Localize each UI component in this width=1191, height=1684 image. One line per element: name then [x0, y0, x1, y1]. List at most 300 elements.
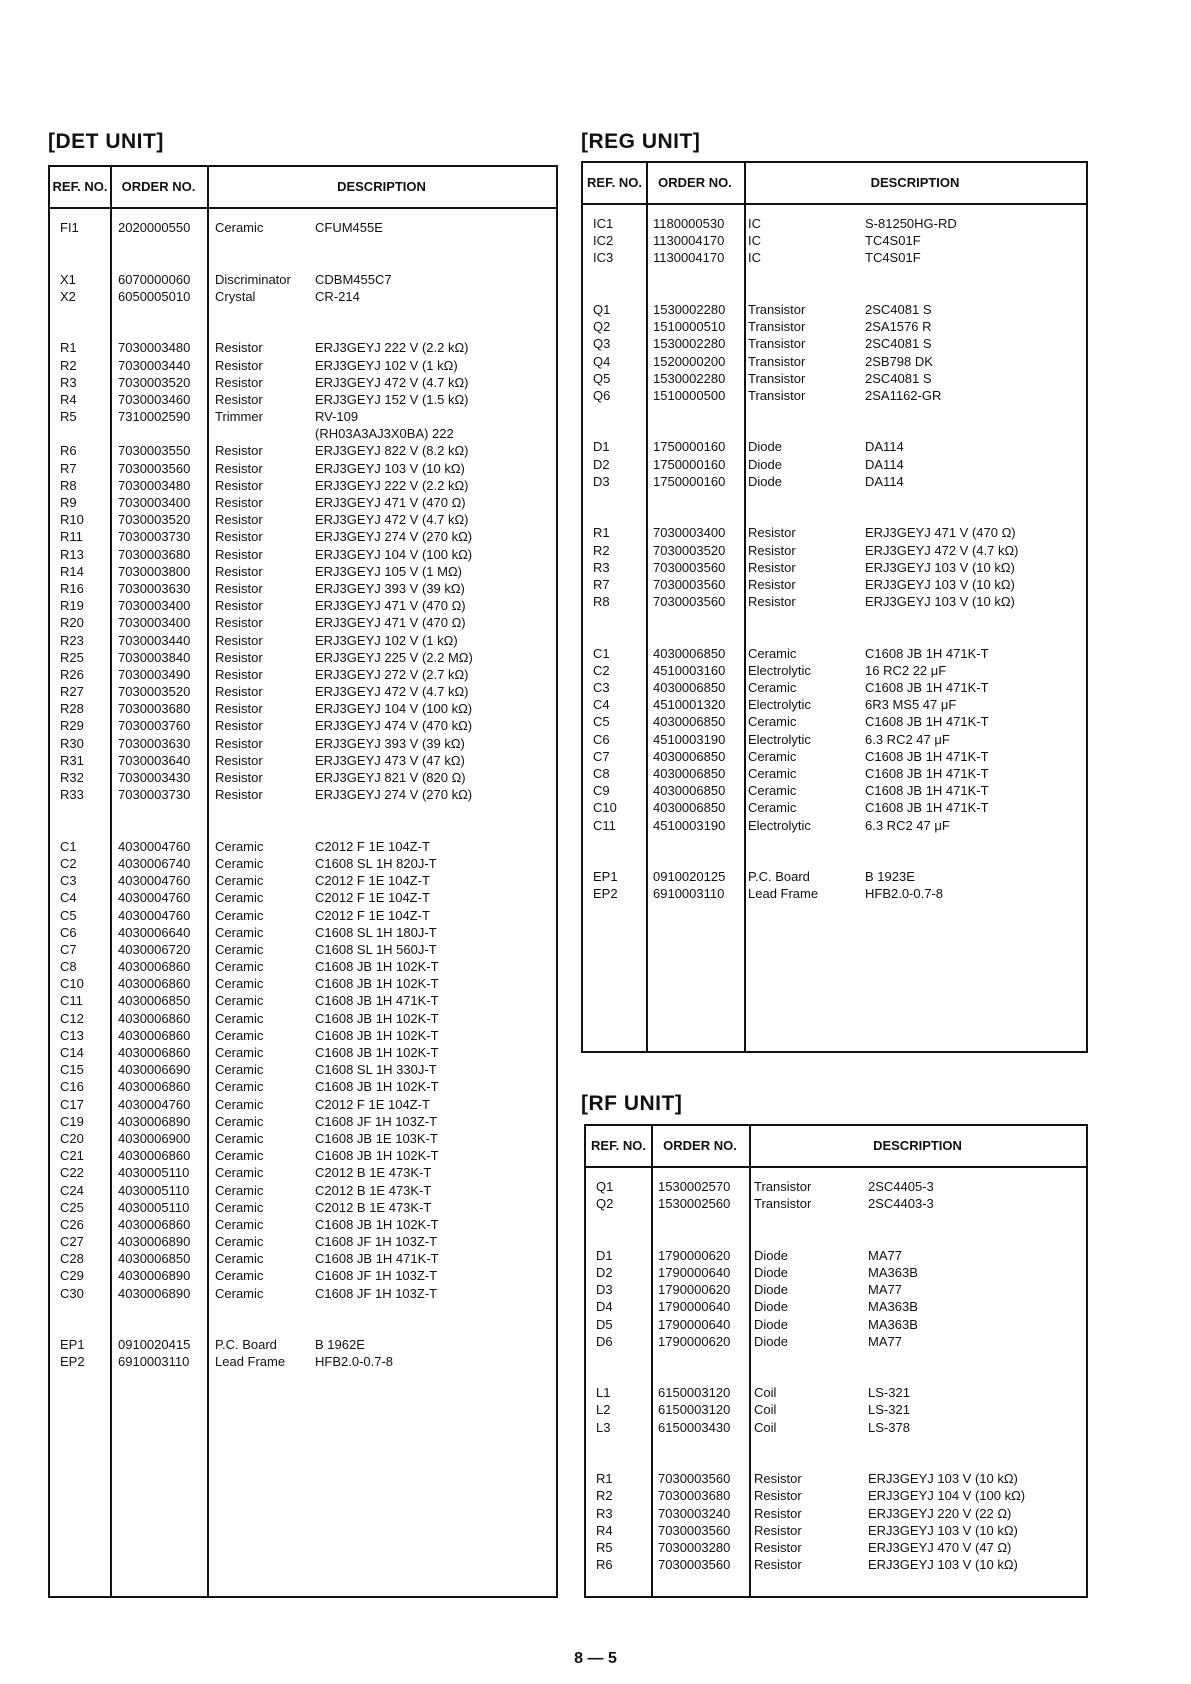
cell-value: ERJ3GEYJ 471 V (470 Ω)	[865, 525, 1016, 541]
cell-order: 4030006860	[118, 959, 191, 975]
cell-order: 7030003550	[118, 443, 191, 459]
table-row	[50, 769, 556, 786]
table-row	[50, 477, 556, 494]
table-row	[583, 542, 1086, 559]
table-row	[50, 889, 556, 906]
table-row	[50, 322, 556, 339]
cell-value: 2SC4081 S	[865, 370, 932, 386]
cell-type: Coil	[754, 1385, 777, 1401]
cell-order: 4030006890	[118, 1285, 191, 1301]
det-header-desc: DESCRIPTION	[337, 179, 426, 194]
cell-ref: C9	[593, 783, 610, 799]
cell-order: 7030003400	[118, 615, 191, 631]
table-row	[50, 838, 556, 855]
cell-type: Resistor	[754, 1488, 802, 1504]
cell-value: C2012 F 1E 104Z-T	[315, 890, 430, 906]
cell-type: Resistor	[215, 580, 263, 596]
cell-ref: R14	[60, 563, 84, 579]
cell-ref: D6	[596, 1333, 613, 1349]
cell-type: Ceramic	[215, 1027, 264, 1043]
reg-header-ref: REF. NO.	[587, 175, 642, 190]
cell-value: ERJ3GEYJ 473 V (47 kΩ)	[315, 752, 465, 768]
cell-order: 4030006860	[118, 1027, 191, 1043]
cell-value: C1608 JF 1H 103Z-T	[315, 1113, 438, 1129]
cell-ref: R6	[596, 1557, 613, 1573]
rf-header-ref: REF. NO.	[591, 1138, 646, 1153]
cell-value: ERJ3GEYJ 222 V (2.2 kΩ)	[315, 477, 469, 493]
table-row	[583, 559, 1086, 576]
cell-ref: Q1	[596, 1179, 614, 1194]
cell-ref: C19	[60, 1113, 84, 1129]
cell-value: C1608 JB 1H 471K-T	[315, 993, 439, 1009]
table-row	[586, 1539, 1086, 1556]
table-row	[586, 1195, 1086, 1212]
cell-type: Diode	[748, 439, 782, 455]
cell-type: Resistor	[748, 542, 796, 558]
cell-order: 7310002590	[118, 409, 191, 425]
cell-ref: C30	[60, 1285, 84, 1301]
cell-type: Diode	[754, 1333, 788, 1349]
cell-order: 4030006720	[118, 941, 191, 957]
table-row	[50, 1044, 556, 1061]
table-row	[50, 1061, 556, 1078]
cell-value: ERJ3GEYJ 472 V (4.7 kΩ)	[315, 374, 469, 390]
cell-ref: R25	[60, 649, 84, 665]
cell-value: C1608 JB 1H 471K-T	[865, 766, 989, 781]
cell-value: LS-321	[868, 1385, 910, 1401]
table-row	[583, 817, 1086, 834]
cell-order: 7030003730	[118, 529, 191, 545]
cell-type: Resistor	[215, 770, 263, 785]
cell-order: 7030003280	[658, 1539, 731, 1555]
cell-ref: C5	[60, 907, 77, 923]
table-row	[50, 1010, 556, 1027]
rf-table-header	[586, 1126, 1086, 1168]
cell-type: Ceramic	[748, 748, 797, 764]
cell-order: 1180000530	[653, 216, 725, 231]
cell-ref: C4	[60, 890, 77, 906]
cell-order: 4030006860	[118, 1010, 191, 1026]
table-row	[50, 408, 556, 425]
table-row	[583, 593, 1086, 610]
cell-ref: C5	[593, 714, 610, 730]
cell-ref: C4	[593, 697, 610, 713]
table-row	[50, 219, 556, 236]
table-row	[50, 735, 556, 752]
cell-order: 1530002570	[658, 1179, 731, 1194]
cell-type: Resistor	[215, 666, 263, 682]
cell-order: 7030003460	[118, 391, 191, 407]
cell-ref: R2	[60, 357, 77, 373]
rf-unit-table	[584, 1124, 1088, 1598]
cell-type: Resistor	[215, 512, 263, 528]
cell-type: Ceramic	[748, 783, 797, 799]
table-row	[583, 353, 1086, 370]
cell-value: ERJ3GEYJ 274 V (270 kΩ)	[315, 529, 473, 545]
cell-order: 7030003520	[118, 512, 191, 528]
table-row	[50, 563, 556, 580]
table-row	[586, 1178, 1086, 1195]
cell-type: Resistor	[215, 649, 263, 665]
cell-ref: R8	[60, 477, 77, 493]
cell-value: DA114	[865, 456, 904, 472]
cell-ref: R28	[60, 701, 84, 717]
cell-ref: FI1	[60, 220, 79, 235]
cell-type: Lead Frame	[215, 1354, 286, 1370]
cell-ref: D4	[596, 1299, 613, 1315]
table-row	[586, 1212, 1086, 1229]
cell-ref: C13	[60, 1027, 84, 1043]
cell-value: 2SC4081 S	[865, 301, 932, 317]
cell-order: 1750000160	[653, 456, 726, 472]
cell-order: 7030003400	[653, 525, 726, 541]
cell-order: 7030003560	[658, 1471, 731, 1487]
cell-value: ERJ3GEYJ 472 V (4.7 kΩ)	[315, 512, 469, 528]
cell-order: 1790000620	[658, 1247, 731, 1263]
table-row	[50, 494, 556, 511]
cell-order: 7030003560	[658, 1557, 731, 1573]
cell-order: 1510000500	[653, 387, 726, 403]
cell-value: LS-378	[868, 1419, 910, 1435]
cell-value: ERJ3GEYJ 103 V (10 kΩ)	[868, 1522, 1018, 1538]
table-row	[586, 1230, 1086, 1247]
cell-order: 4030006890	[118, 1113, 191, 1129]
table-row	[50, 752, 556, 769]
cell-order: 1130004170	[653, 233, 725, 249]
cell-value: ERJ3GEYJ 103 V (10 kΩ)	[868, 1471, 1018, 1487]
cell-value: C1608 SL 1H 820J-T	[315, 855, 437, 871]
cell-type: IC	[748, 216, 761, 231]
cell-type: Transistor	[748, 336, 806, 352]
cell-type: Resistor	[215, 718, 263, 734]
table-row	[583, 404, 1086, 421]
cell-ref: R31	[60, 752, 84, 768]
cell-value: C1608 JB 1H 471K-T	[315, 1251, 439, 1267]
cell-ref: R1	[60, 340, 77, 356]
cell-value: ERJ3GEYJ 393 V (39 kΩ)	[315, 735, 465, 751]
cell-order: 7030003560	[118, 460, 191, 476]
table-row	[583, 284, 1086, 301]
cell-value: 2SB798 DK	[865, 353, 933, 369]
cell-type: Ceramic	[215, 1216, 264, 1232]
cell-type: Resistor	[215, 477, 263, 493]
cell-ref: EP1	[593, 869, 618, 885]
cell-ref: R1	[593, 525, 610, 541]
cell-ref: X1	[60, 271, 76, 287]
cell-order: 4030006900	[118, 1130, 191, 1146]
cell-value: ERJ3GEYJ 472 V (4.7 kΩ)	[315, 684, 469, 700]
cell-type: Resistor	[754, 1557, 802, 1573]
cell-type: Ceramic	[215, 1130, 264, 1146]
table-row	[583, 731, 1086, 748]
table-row	[583, 782, 1086, 799]
cell-order: 1530002560	[658, 1196, 731, 1212]
cell-ref: D2	[593, 456, 610, 472]
cell-value: 2SC4081 S	[865, 336, 932, 352]
table-row	[583, 799, 1086, 816]
cell-value: 6.3 RC2 47 μF	[865, 731, 950, 747]
table-row	[586, 1453, 1086, 1470]
table-row	[50, 580, 556, 597]
cell-ref: R2	[593, 542, 610, 558]
rf-unit-title: [RF UNIT]	[581, 1092, 683, 1115]
table-row	[50, 855, 556, 872]
table-row	[50, 941, 556, 958]
table-row	[50, 614, 556, 631]
table-row	[583, 851, 1086, 868]
cell-type: Resistor	[215, 340, 263, 356]
cell-ref: R26	[60, 666, 84, 682]
table-row	[50, 1267, 556, 1284]
cell-order: 7030003440	[118, 357, 191, 373]
cell-order: 4030004760	[118, 890, 191, 906]
cell-order: 1530002280	[653, 370, 726, 386]
cell-value: ERJ3GEYJ 105 V (1 MΩ)	[315, 563, 462, 579]
cell-value: C1608 JB 1H 471K-T	[865, 783, 989, 799]
table-row	[50, 632, 556, 649]
cell-value: C1608 JB 1H 102K-T	[315, 1010, 439, 1026]
cell-order: 4030006850	[653, 680, 726, 696]
cell-type: Discriminator	[215, 271, 291, 287]
cell-type: IC	[748, 233, 761, 249]
cell-order: 4030006850	[653, 800, 726, 816]
cell-order: 2020000550	[118, 220, 191, 235]
cell-ref: C6	[60, 924, 77, 940]
cell-value: C1608 JF 1H 103Z-T	[315, 1268, 438, 1284]
reg-rows	[583, 215, 1086, 903]
cell-type: Ceramic	[748, 766, 797, 781]
cell-ref: C2	[60, 855, 77, 871]
table-row	[586, 1264, 1086, 1281]
cell-order: 1510000510	[653, 319, 726, 335]
cell-value: C1608 JB 1H 102K-T	[315, 1045, 439, 1060]
rf-header-desc: DESCRIPTION	[873, 1138, 962, 1153]
table-row	[583, 576, 1086, 593]
cell-ref: C12	[60, 1010, 84, 1026]
reg-unit-title: [REG UNIT]	[581, 130, 701, 153]
cell-value: C2012 B 1E 473K-T	[315, 1199, 432, 1215]
cell-type: Ceramic	[215, 1010, 264, 1026]
cell-ref: C25	[60, 1199, 84, 1215]
cell-value: DA114	[865, 439, 904, 455]
cell-ref: Q4	[593, 353, 611, 369]
cell-order: 6050005010	[118, 288, 191, 304]
cell-order: 7030003680	[658, 1488, 731, 1504]
cell-order: 4030005110	[118, 1182, 190, 1198]
cell-value: C1608 SL 1H 180J-T	[315, 924, 437, 940]
cell-ref: Q6	[593, 387, 611, 403]
cell-value: ERJ3GEYJ 103 V (10 kΩ)	[865, 559, 1015, 575]
det-header-order: ORDER NO.	[121, 179, 196, 194]
cell-value: ERJ3GEYJ 102 V (1 kΩ)	[315, 632, 458, 648]
cell-order: 4030004760	[118, 838, 191, 854]
cell-type: Ceramic	[215, 1251, 264, 1267]
table-row	[583, 610, 1086, 627]
cell-ref: C28	[60, 1251, 84, 1267]
rf-header-order: ORDER NO.	[663, 1138, 737, 1153]
cell-type: Ceramic	[215, 976, 264, 992]
cell-order: 4030006850	[653, 645, 726, 661]
cell-ref: R20	[60, 615, 84, 631]
cell-ref: C16	[60, 1079, 84, 1095]
cell-order: 7030003440	[118, 632, 191, 648]
cell-order: 7030003520	[118, 684, 191, 700]
cell-order: 4510003190	[653, 817, 726, 833]
cell-order: 7030003480	[118, 477, 191, 493]
cell-order: 7030003490	[118, 666, 191, 682]
cell-type: Electrolytic	[748, 817, 811, 833]
table-row	[50, 1199, 556, 1216]
cell-type: Ceramic	[215, 890, 264, 906]
cell-type: Diode	[748, 473, 782, 489]
cell-value: C1608 JF 1H 103Z-T	[315, 1234, 438, 1250]
cell-value: ERJ3GEYJ 103 V (10 kΩ)	[865, 576, 1015, 592]
cell-value: ERJ3GEYJ 472 V (4.7 kΩ)	[865, 542, 1019, 558]
det-table-header	[50, 167, 556, 209]
cell-value: 6.3 RC2 47 μF	[865, 817, 950, 833]
cell-type: Resistor	[748, 559, 796, 575]
cell-order: 4030006690	[118, 1062, 191, 1078]
det-header-ref: REF. NO.	[52, 179, 108, 194]
cell-value: ERJ3GEYJ 470 V (47 Ω)	[868, 1539, 1012, 1555]
cell-ref: C27	[60, 1234, 84, 1250]
cell-order: 6910003110	[118, 1354, 190, 1370]
cell-type: Transistor	[748, 370, 806, 386]
cell-ref: C7	[60, 941, 77, 957]
cell-ref: R11	[60, 529, 83, 545]
cell-ref: D3	[596, 1282, 613, 1298]
cell-value: C2012 B 1E 473K-T	[315, 1182, 432, 1198]
cell-value: ERJ3GEYJ 104 V (100 kΩ)	[868, 1488, 1026, 1504]
cell-order: 4030005110	[118, 1165, 190, 1181]
cell-type: Electrolytic	[748, 662, 811, 678]
cell-order: 7030003630	[118, 580, 191, 596]
cell-type: Ceramic	[215, 1285, 264, 1301]
cell-value: ERJ3GEYJ 274 V (270 kΩ)	[315, 787, 473, 803]
table-row	[586, 1333, 1086, 1350]
cell-ref: R8	[593, 594, 610, 610]
cell-type: Ceramic	[215, 959, 264, 975]
cell-ref: C2	[593, 662, 610, 678]
table-row	[583, 249, 1086, 266]
cell-ref: IC2	[593, 233, 614, 249]
cell-value: 6R3 MS5 47 μF	[865, 697, 957, 713]
table-row	[50, 511, 556, 528]
cell-order: 7030003400	[118, 598, 191, 614]
cell-ref: C1	[60, 838, 77, 854]
cell-order: 0910020125	[653, 869, 726, 885]
cell-order: 4030006860	[118, 1045, 191, 1060]
cell-ref: EP2	[593, 886, 618, 902]
table-row	[583, 628, 1086, 645]
cell-type: Resistor	[215, 563, 263, 579]
table-row	[50, 1302, 556, 1319]
cell-ref: D3	[593, 473, 610, 489]
cell-value: C1608 JB 1H 102K-T	[315, 1216, 439, 1232]
table-row	[50, 872, 556, 889]
cell-order: 4030006850	[118, 1251, 191, 1267]
table-row	[586, 1556, 1086, 1573]
det-rows	[50, 219, 556, 1371]
table-row	[50, 253, 556, 270]
table-row	[586, 1470, 1086, 1487]
table-row	[50, 683, 556, 700]
cell-type: Ceramic	[215, 1113, 264, 1129]
cell-type: Lead Frame	[748, 886, 819, 902]
cell-type: Ceramic	[215, 1268, 264, 1284]
table-row	[583, 645, 1086, 662]
table-row	[583, 267, 1086, 284]
table-row	[50, 1250, 556, 1267]
cell-value: TC4S01F	[865, 233, 921, 249]
cell-type: Ceramic	[215, 1182, 264, 1198]
cell-order: 0910020415	[118, 1337, 191, 1353]
cell-order: 6150003120	[658, 1385, 731, 1401]
cell-order: 6910003110	[653, 886, 725, 902]
cell-value: MA363B	[868, 1299, 918, 1315]
cell-ref: C14	[60, 1045, 84, 1060]
table-row	[583, 662, 1086, 679]
cell-type: Resistor	[754, 1522, 802, 1538]
cell-type: Resistor	[215, 529, 263, 545]
cell-order: 7030003840	[118, 649, 191, 665]
cell-type: Ceramic	[215, 838, 264, 854]
cell-value: C2012 F 1E 104Z-T	[315, 873, 430, 889]
cell-type: Crystal	[215, 288, 256, 304]
cell-ref: R32	[60, 770, 84, 785]
cell-type: Resistor	[748, 525, 796, 541]
cell-order: 4030004760	[118, 873, 191, 889]
cell-order: 4510001320	[653, 697, 726, 713]
cell-type: Resistor	[215, 546, 263, 562]
det-unit-table	[48, 165, 558, 1598]
cell-type: Resistor	[215, 460, 263, 476]
cell-value: MA363B	[868, 1316, 918, 1332]
table-row	[586, 1419, 1086, 1436]
cell-order: 4030006860	[118, 1148, 191, 1164]
det-unit-title: [DET UNIT]	[48, 130, 164, 153]
cell-order: 7030003630	[118, 735, 191, 751]
cell-order: 4510003190	[653, 731, 726, 747]
table-row	[50, 907, 556, 924]
cell-order: 1530002280	[653, 336, 726, 352]
cell-type: Transistor	[754, 1179, 812, 1194]
cell-value: ERJ3GEYJ 104 V (100 kΩ)	[315, 701, 473, 717]
table-row	[50, 1164, 556, 1181]
cell-type: Resistor	[748, 576, 796, 592]
cell-type: Resistor	[754, 1471, 802, 1487]
cell-ref: D1	[593, 439, 610, 455]
table-row	[586, 1247, 1086, 1264]
cell-type: Ceramic	[215, 941, 264, 957]
cell-ref: R3	[60, 374, 77, 390]
cell-type: Transistor	[748, 387, 806, 403]
cell-order: 7030003560	[658, 1522, 731, 1538]
table-row	[50, 460, 556, 477]
cell-ref: R7	[60, 460, 77, 476]
table-row	[583, 507, 1086, 524]
cell-value: C2012 F 1E 104Z-T	[315, 1096, 430, 1112]
cell-order: 7030003640	[118, 752, 191, 768]
table-row	[50, 357, 556, 374]
cell-value: CDBM455C7	[315, 271, 392, 287]
cell-type: Ceramic	[215, 1165, 264, 1181]
cell-type: Ceramic	[215, 1234, 264, 1250]
table-row	[50, 1147, 556, 1164]
table-row	[583, 370, 1086, 387]
table-row	[586, 1505, 1086, 1522]
cell-value: ERJ3GEYJ 393 V (39 kΩ)	[315, 580, 465, 596]
